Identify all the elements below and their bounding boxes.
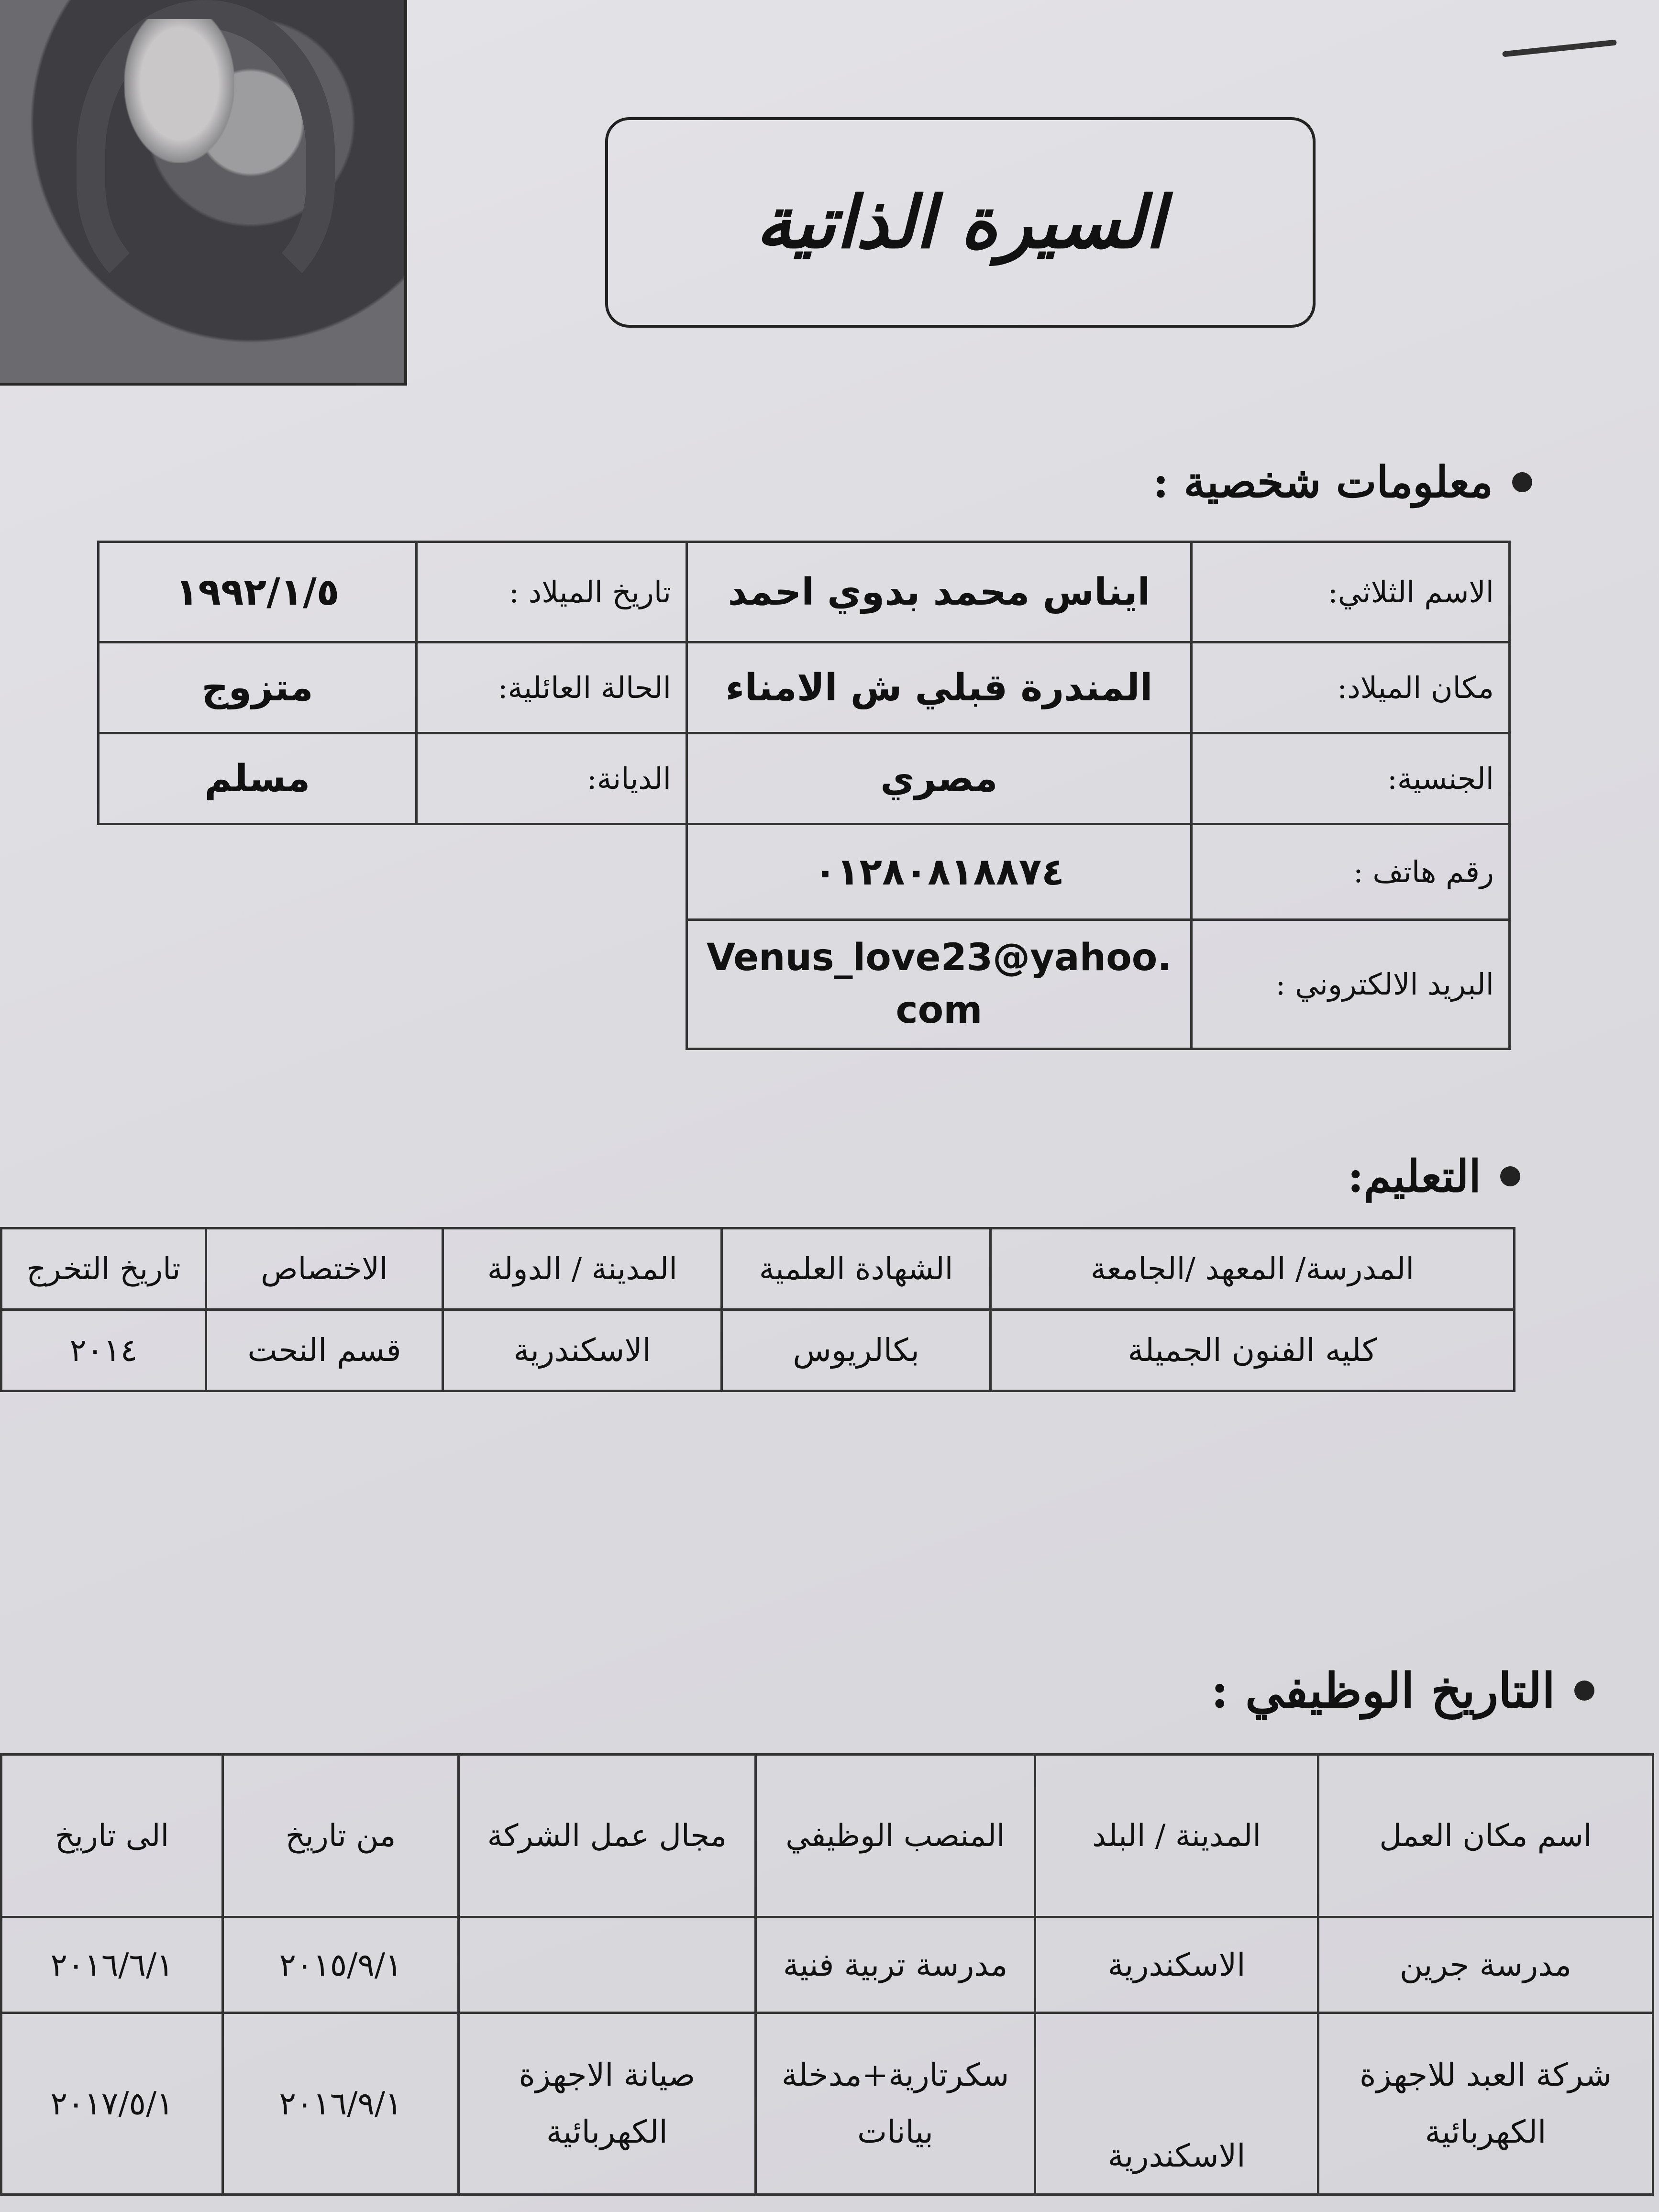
edu-header: المدرسة/ المعهد /الجامعة [990,1228,1514,1310]
name-value: ايناس محمد بدوي احمد [687,542,1192,642]
job-header: اسم مكان العمل [1318,1755,1653,1917]
edu-header: الاختصاص [206,1228,443,1310]
name-label: الاسم الثلاثي: [1192,542,1510,642]
birthplace-label: مكان الميلاد: [1192,642,1510,733]
title-box [605,117,1316,328]
religion-label: الديانة: [417,733,687,824]
email-value: Venus_love23@yahoo.com [687,920,1192,1049]
education-heading-text: التعليم: [1347,1150,1481,1202]
personal-info-table [97,541,1511,1050]
photo-face-shape [124,19,234,163]
edu-cell: قسم النحت [206,1310,443,1391]
personal-heading [1153,457,1532,508]
dob-value: ١٩٩٢/١/٥ [99,542,417,642]
document-title: السيرة الذاتية [755,180,1165,265]
nationality-label: الجنسية: [1192,733,1510,824]
job-cell: شركة العبد للاجهزة الكهربائية [1318,2013,1653,2195]
job-cell: ٢٠١٧/٥/١ [1,2013,223,2195]
edu-cell: كليه الفنون الجميلة [990,1310,1514,1391]
empty-cell [99,920,417,1049]
marital-value: متزوج [99,642,417,733]
edu-cell: بكالريوس [722,1310,991,1391]
bullet-icon [1500,1166,1520,1186]
job-header: المنصب الوظيفي [755,1755,1035,1917]
profile-photo [0,0,407,386]
job-cell: الاسكندرية [1035,2013,1318,2195]
nationality-value: مصري [687,733,1192,824]
job-header: المدينة / البلد [1035,1755,1318,1917]
birthplace-value: المندرة قبلي ش الامناء [687,642,1192,733]
job-header: من تاريخ [223,1755,459,1917]
education-table [0,1227,1515,1392]
edu-header: الشهادة العلمية [722,1228,991,1310]
email-label: البريد الالكتروني : [1192,920,1510,1049]
job-cell: الاسكندرية [1035,1917,1318,2013]
job-header: الى تاريخ [1,1755,223,1917]
employment-heading-text: التاريخ الوظيفي : [1211,1662,1555,1719]
empty-cell [417,824,687,920]
job-cell: ٢٠١٦/٩/١ [223,2013,459,2195]
employment-heading [1211,1662,1594,1719]
education-heading [1348,1150,1520,1202]
job-cell [458,1917,755,2013]
employment-table [0,1753,1654,2196]
job-cell: مدرسة جرين [1318,1917,1653,2013]
job-cell: ٢٠١٦/٦/١ [1,1917,223,2013]
phone-value: ٠١٢٨٠٨١٨٨٧٤ [687,824,1192,920]
job-cell: مدرسة تربية فنية [755,1917,1035,2013]
bullet-icon [1574,1681,1594,1701]
edu-cell: الاسكندرية [443,1310,722,1391]
phone-label: رقم هاتف : [1192,824,1510,920]
empty-cell [99,824,417,920]
dob-label: تاريخ الميلاد : [417,542,687,642]
edu-header: تاريخ التخرج [1,1228,206,1310]
personal-heading-text: معلومات شخصية : [1152,457,1493,508]
edu-header: المدينة / الدولة [443,1228,722,1310]
job-cell: سكرتارية+مدخلة بيانات [755,2013,1035,2195]
bullet-icon [1512,472,1532,492]
job-header: مجال عمل الشركة [458,1755,755,1917]
religion-value: مسلم [99,733,417,824]
job-cell: ٢٠١٥/٩/١ [223,1917,459,2013]
marital-label: الحالة العائلية: [417,642,687,733]
edu-cell: ٢٠١٤ [1,1310,206,1391]
job-cell: صيانة الاجهزة الكهربائية [458,2013,755,2195]
empty-cell [417,920,687,1049]
